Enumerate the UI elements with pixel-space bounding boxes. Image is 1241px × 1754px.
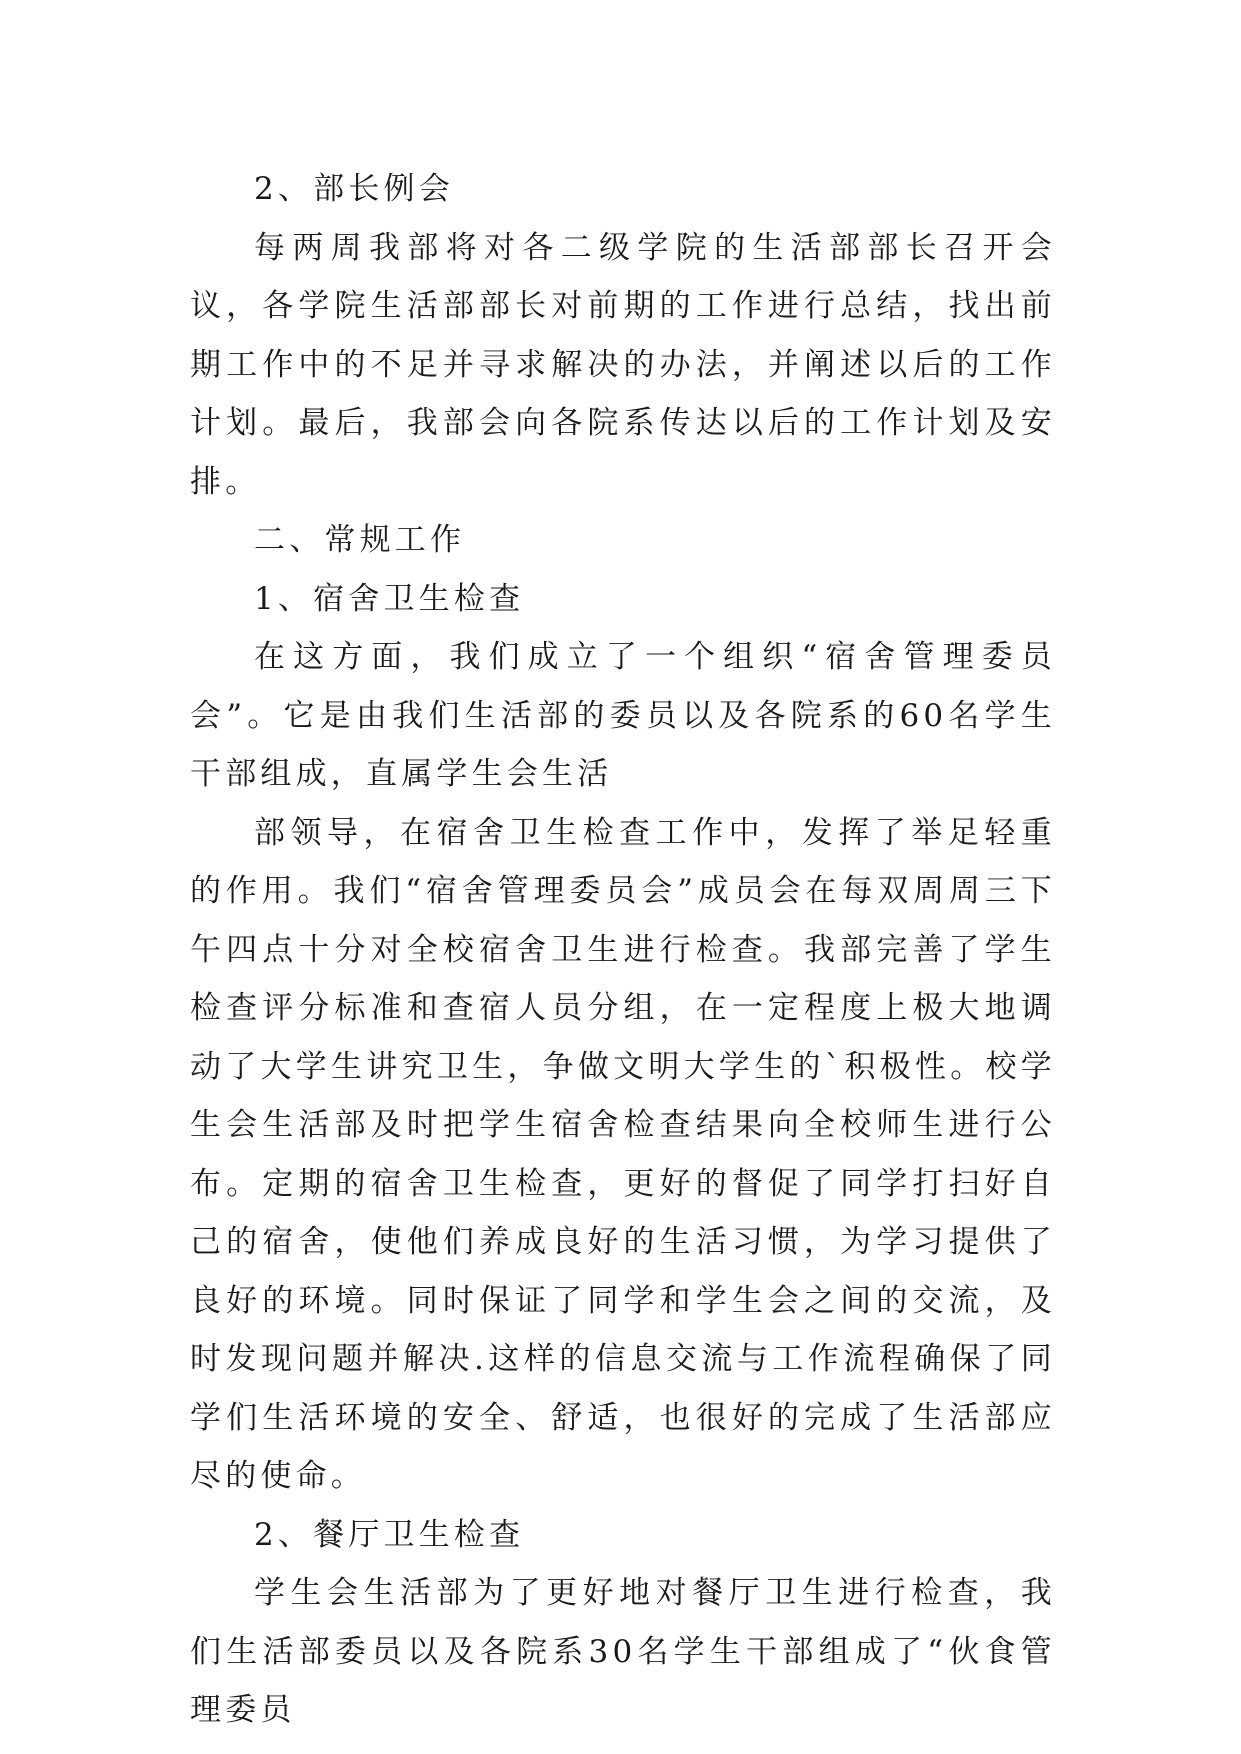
section-heading-routine-work: 二、常规工作 bbox=[254, 522, 466, 558]
paragraph-meeting-description: 每两周我部将对各二级学院的生活部部长召开会议，各学院生活部部长对前期的工作进行总结，找出前期工作中的不足并寻求解决的办法，并阐述以后的工作计划。最后，我部会向各院系传达以后的工作计划及安排。 bbox=[190, 229, 1056, 500]
paragraph-canteen-committee: 学生会生活部为了更好地对餐厅卫生进行检查，我们生活部委员以及各院系30名学生干部组成了“伙食管理委员 bbox=[190, 1575, 1056, 1728]
section-heading-department-meeting: 2、部长例会 bbox=[254, 171, 454, 207]
section-heading-dorm-inspection: 1、宿舍卫生检查 bbox=[254, 580, 525, 617]
document-body bbox=[190, 160, 1056, 1740]
paragraph-dorm-inspection-details: 部领导，在宿舍卫生检查工作中，发挥了举足轻重的作用。我们“宿舍管理委员会”成员会在每双周周三下午四点十分对全校宿舍卫生进行检查。我部完善了学生检查评分标准和查宿人员分组，在一定程度上极大地调动了大学生讲究卫生，争做文明大学生的`积极性。校学生会生活部及时把学生宿舍检查结果向全校师生进行公布。定期的宿舍卫生检查，更好的督促了同学打扫好自己的宿舍，使他们养成良好的生活习惯，为学习提供了良好的环境。同时保证了同学和学生会之间的交流，及时发现问题并解决.这样的信息交流与工作流程确保了同学们生活环境的安全、舒适，也很好的完成了生活部应尽的使命。 bbox=[190, 814, 1056, 1494]
section-heading-canteen-inspection: 2、餐厅卫生检查 bbox=[254, 1516, 525, 1553]
paragraph-dorm-committee: 在这方面，我们成立了一个组织“宿舍管理委员会”。它是由我们生活部的委员以及各院系的60名学生干部组成，直属学生会生活 bbox=[190, 639, 1056, 792]
